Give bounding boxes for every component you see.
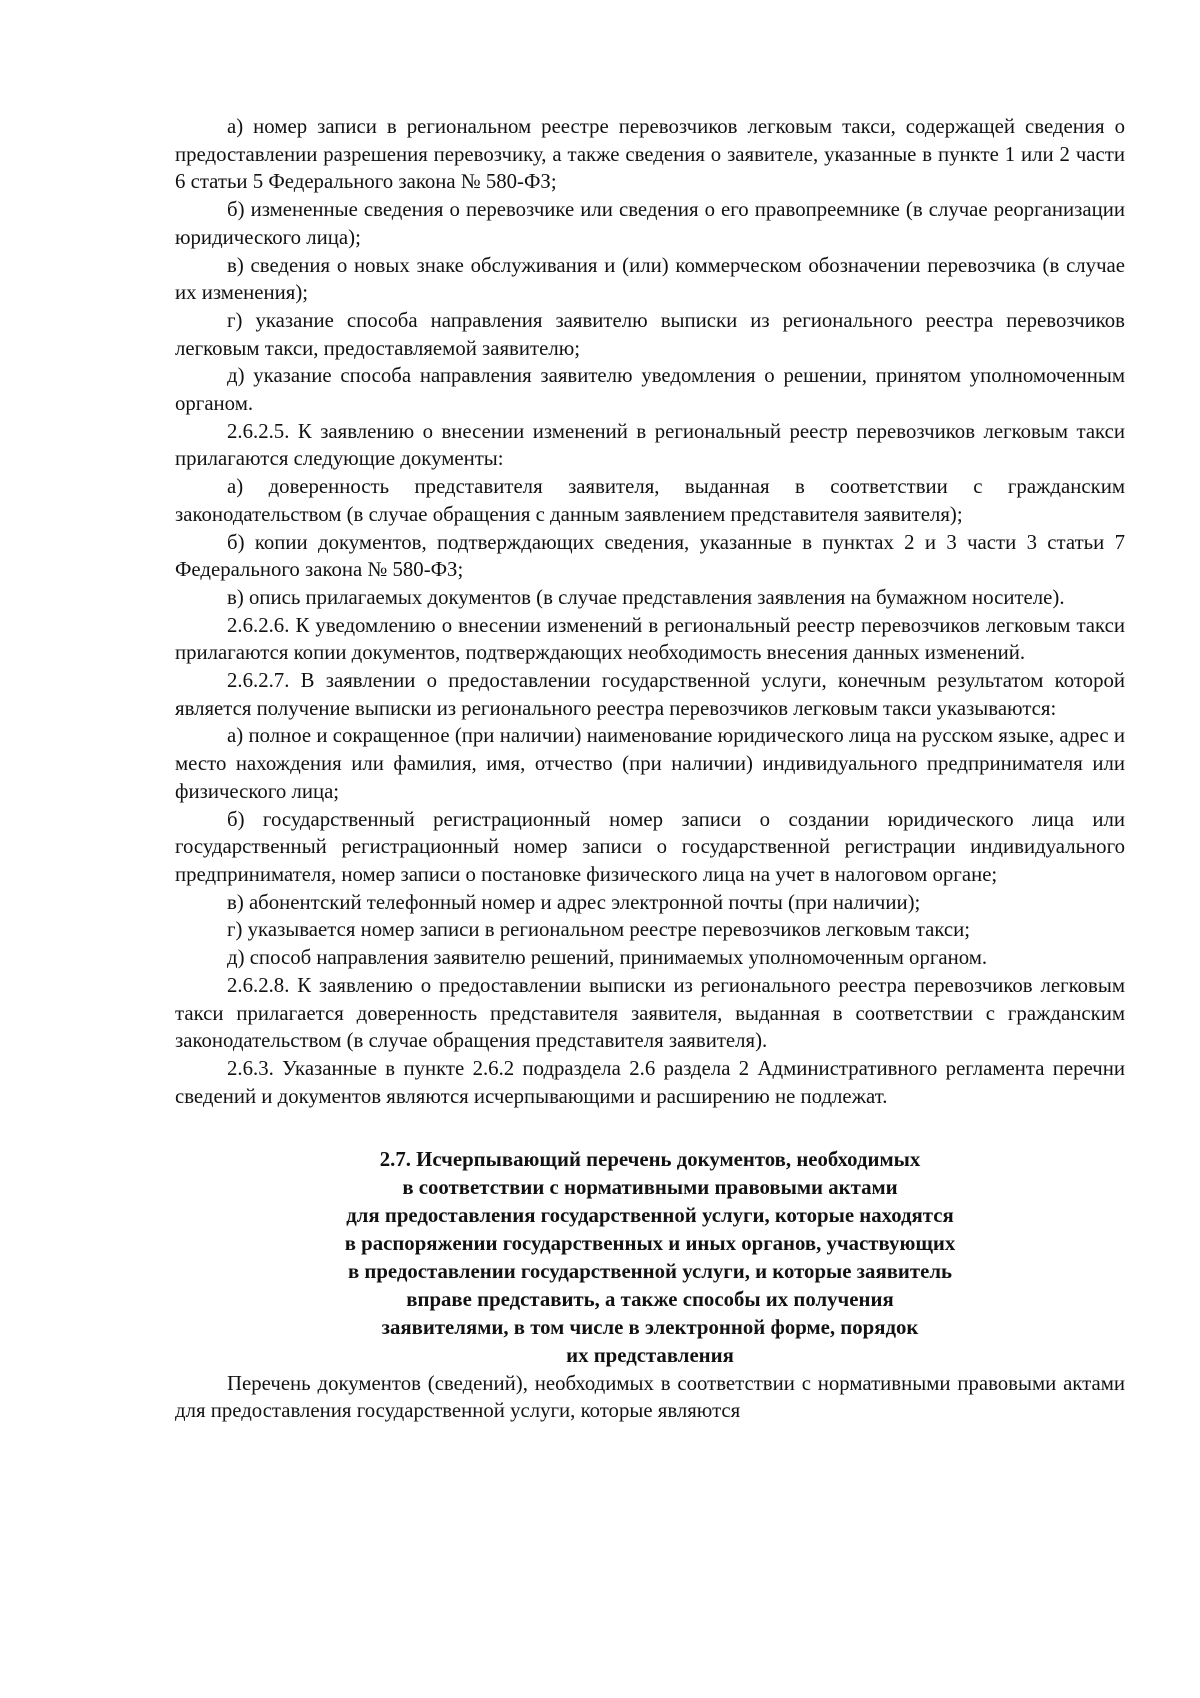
- section-title-line: 2.7. Исчерпывающий перечень документов, необходимых: [379, 1148, 921, 1172]
- section-title-line: в распоряжении государственных и иных органов, участвующих: [344, 1232, 956, 1256]
- paragraph-2-6-2-5-item-a: а) доверенность представителя заявителя, выданная в соответствии с гражданским законодательством (в случае обращения с данным заявлением представителя заявителя);: [175, 475, 1125, 526]
- section-title-line: заявителями, в том числе в электронной форме, порядок: [381, 1315, 919, 1339]
- paragraph-2-6-2-5-item-v: в) опись прилагаемых документов (в случае представления заявления на бумажном носителе).: [227, 585, 1065, 609]
- paragraph-2-6-2-7-item-g: г) указывается номер записи в региональном реестре перевозчиков легковым такси;: [227, 918, 971, 942]
- paragraph-2-6-2-5-item-b: б) копии документов, подтверждающих сведения, указанные в пунктах 2 и 3 части 3 статьи 7 Федерального закона № 580-ФЗ;: [175, 530, 1125, 582]
- paragraph-documents-list-intro: Перечень документов (сведений), необходимых в соответствии с нормативными правовыми актами для предоставления государственной услуги, которые являются: [175, 1371, 1125, 1423]
- paragraph-2-6-3: 2.6.3. Указанные в пункте 2.6.2 подраздела 2.6 раздела 2 Административного регламента перечни сведений и документов являются исчерпывающими и расширению не подлежат.: [175, 1056, 1125, 1108]
- paragraph-item-d-notification-method: д) указание способа направления заявителю уведомления о решении, принятом уполномоченным органом.: [175, 364, 1125, 416]
- paragraph-2-6-2-5: 2.6.2.5. К заявлению о внесении изменений в региональный реестр перевозчиков легковым такси прилагаются следующие документы:: [175, 419, 1125, 471]
- section-title-line: их представления: [566, 1343, 734, 1367]
- paragraph-item-a-registry-record: а) номер записи в региональном реестре перевозчиков легковым такси, содержащей сведения о предоставлении разрешения перевозчику, а также сведения о заявителе, указанные в пункте 1 или 2 части 6 статьи 5 Федерального закона № 580-ФЗ;: [175, 115, 1125, 194]
- paragraph-2-6-2-8: 2.6.2.8. К заявлению о предоставлении выписки из регионального реестра перевозчиков легковым такси прилагается доверенность представителя заявителя, выданная в соответствии с гражданским законодательством (в случае обращения представителя заявителя).: [175, 973, 1125, 1053]
- paragraph-item-v-service-mark: в) сведения о новых знаке обслуживания и (или) коммерческом обозначении перевозчика (в случае их изменения);: [175, 253, 1125, 305]
- section-title-line: для предоставления государственной услуги, которые находятся: [346, 1204, 954, 1228]
- paragraph-2-6-2-7-item-b: б) государственный регистрационный номер записи о создании юридического лица или государственный регистрационный номер записи о государственной регистрации индивидуального предпринимателя, номер записи о постановке физического лица на учет в налоговом органе;: [175, 807, 1125, 886]
- document-page: [175, 113, 1125, 1425]
- section-2-7-heading: [175, 1146, 1125, 1369]
- section-title-line: в соответствии с нормативными правовыми актами: [402, 1176, 898, 1200]
- paragraph-item-b-changed-info: б) измененные сведения о перевозчике или сведения о его правопреемнике (в случае реорганизации юридического лица);: [175, 198, 1125, 249]
- paragraph-2-6-2-7: 2.6.2.7. В заявлении о предоставлении государственной услуги, конечным результатом которой является получение выписки из регионального реестра перевозчиков легковым такси указываются:: [175, 669, 1125, 720]
- paragraph-2-6-2-7-item-v: в) абонентский телефонный номер и адрес электронной почты (при наличии);: [227, 890, 921, 914]
- paragraph-item-g-extract-method: г) указание способа направления заявителю выписки из регионального реестра перевозчиков легковым такси, предоставляемой заявителю;: [175, 308, 1125, 360]
- paragraph-2-6-2-7-item-a: а) полное и сокращенное (при наличии) наименование юридического лица на русском языке, адрес и место нахождения или фамилия, имя, отчество (при наличии) индивидуального предпринимателя или физического лица;: [175, 724, 1125, 803]
- section-title-line: вправе представить, а также способы их получения: [406, 1287, 894, 1311]
- section-title-line: в предоставлении государственной услуги, и которые заявитель: [347, 1259, 953, 1283]
- paragraph-2-6-2-6: 2.6.2.6. К уведомлению о внесении изменений в региональный реестр перевозчиков легковым такси прилагаются копии документов, подтверждающих необходимость внесения данных изменений.: [175, 613, 1125, 665]
- paragraph-2-6-2-7-item-d: д) способ направления заявителю решений, принимаемых уполномоченным органом.: [227, 946, 988, 970]
